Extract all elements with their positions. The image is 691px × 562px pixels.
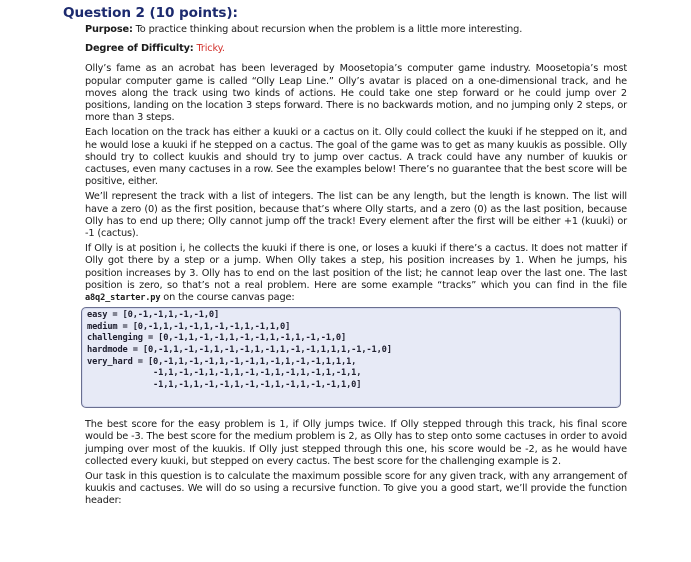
question-heading: Question 2 (10 points): bbox=[63, 5, 238, 21]
paragraph-task: Our task in this question is to calculate the maximum possible score for any given track, with any arrangement of kuukis and cactuses. We will do so using a recursive function. To give you a good start, we’ll provide the function header: bbox=[85, 471, 627, 507]
purpose-line bbox=[85, 24, 627, 36]
difficulty-label: Degree of Difficulty: bbox=[85, 43, 194, 55]
paragraph-intro: Olly’s fame as an acrobat has been leveraged by Moosetopia’s computer game industry. Moosetopia’s most popular computer game is called “Olly Leap Line.” Olly’s avatar is placed on a one-dimensional track, and he moves along the track using two kinds of actions. He could take one step forward or he could jump over 2 positions, landing on the location 3 steps forward. There is no backwards motion, and no jumping only 2 steps, or more than 3 steps. bbox=[85, 63, 627, 124]
starter-filename: a8q2_starter.py bbox=[85, 293, 161, 304]
code-line: very_hard = [0,-1,1,-1,-1,1,-1,-1,1,-1,1,-1,-1,1,1,1, bbox=[87, 356, 357, 367]
purpose-text: To practice thinking about recursion when the problem is a little more interesting. bbox=[132, 24, 523, 35]
difficulty-value: Tricky. bbox=[196, 43, 225, 55]
code-line: challenging = [0,-1,1,-1,-1,1,-1,-1,1,-1,1,-1,-1,0] bbox=[87, 333, 347, 344]
movement-text-end: on the course canvas page: bbox=[160, 292, 295, 304]
code-line: medium = [0,-1,1,-1,-1,1,-1,-1,1,-1,1,0] bbox=[87, 321, 291, 332]
paragraph-kuuki-rules: Each location on the track has either a kuuki or a cactus on it. Olly could collect the kuuki if he stepped on it, and he would lose a kuuki if he stepped on a cactus. The goal of the game was to get as many kuukis as possible. Olly should try to collect kuukis and should try to jump over cactus. A track could have any number of kuukis or cactuses, even many cactuses in a row. See the examples below! There’s no guarantee that the best score will be positive, either. bbox=[85, 127, 627, 188]
purpose-label: Purpose: bbox=[85, 24, 133, 35]
question-body bbox=[85, 24, 627, 511]
difficulty-line bbox=[85, 43, 627, 55]
movement-text: If Olly is at position i, he collects the kuuki if there is one, or loses a kuuki if there’s a cactus. It does not matter if Olly got there by a step or a jump. When Olly takes a step, his position increases by 1. When he jumps, his position increases by 3. Olly has to end on the last position of the list; he cannot leap over the last one. The last position is zero, so that’s not a real problem. Here are some example “tracks” which you can find in the file bbox=[85, 243, 627, 291]
paragraph-track-representation: We’ll represent the track with a list of integers. The list can be any length, but the length is known. The list will have a zero (0) as the first position, because that’s where Olly starts, and a zero (0) as the last position, because Olly has to end up there; Olly cannot jump off the track! Every element after the first will be either +1 (kuuki) or -1 (cactus). bbox=[85, 191, 627, 240]
code-line: -1,1,-1,1,-1,-1,1,-1,-1,1,-1,1,-1,-1,1,0] bbox=[87, 379, 362, 390]
paragraph-movement bbox=[85, 243, 627, 304]
code-line: hardmode = [0,-1,1,-1,-1,1,-1,-1,1,-1,1,-1,-1,1,1,1,-1,-1,0] bbox=[87, 345, 392, 356]
code-block bbox=[81, 307, 621, 408]
paragraph-best-scores: The best score for the easy problem is 1, if Olly jumps twice. If Olly stepped through this track, his final score would be -3. The best score for the medium problem is 2, as Olly has to step onto some cactuses in order to avoid jumping over most of the kuukis. If Olly just stepped through this one, his score would be -2, as he would have collected every kuuki, but stepped on every cactus. The best score for the challenging example is 2. bbox=[85, 419, 627, 467]
code-line: -1,1,-1,-1,1,-1,1,-1,-1,1,-1,1,-1,1,-1,1, bbox=[87, 368, 362, 379]
code-line: easy = [0,-1,-1,1,-1,-1,0] bbox=[87, 310, 220, 321]
